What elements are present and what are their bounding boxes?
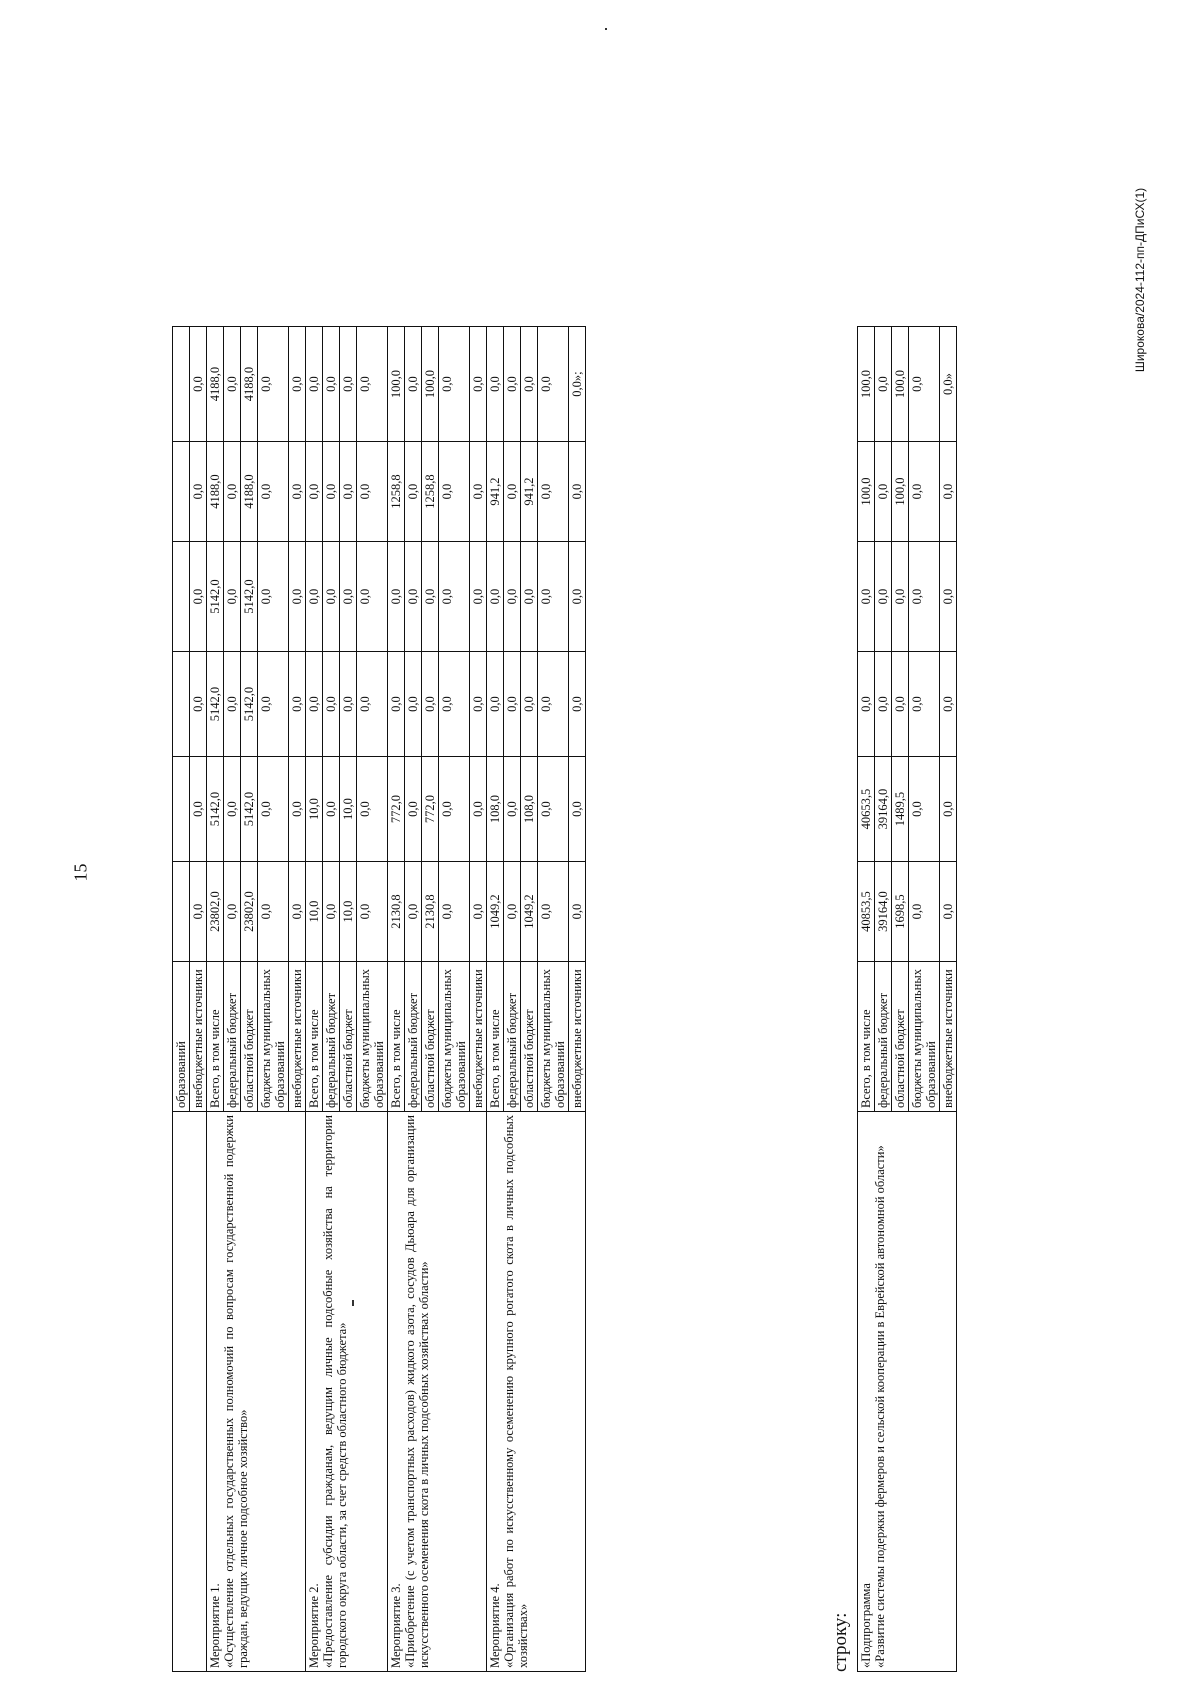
value-cell: 0,0 bbox=[470, 442, 487, 542]
value-cell: 941,2 bbox=[487, 442, 504, 542]
stroku-label: строку: bbox=[830, 1612, 851, 1672]
table-row bbox=[388, 327, 405, 1672]
value-cell: 0,0 bbox=[504, 757, 521, 862]
value-cell: 0,0 bbox=[470, 652, 487, 757]
value-cell: 0,0 bbox=[538, 652, 569, 757]
value-cell: 0,0 bbox=[909, 542, 940, 652]
value-cell: 4188,0 bbox=[241, 442, 258, 542]
measure-name-cell: Мероприятие 2. «Предоставление субсидии гражданам, ведущим личные подсобные хозяйства на территории городского округа области, за счет средств областного бюджета» bbox=[306, 1112, 388, 1672]
value-cell: 2130,8 bbox=[422, 862, 439, 962]
value-cell: 5142,0 bbox=[241, 542, 258, 652]
value-cell: 5142,0 bbox=[241, 652, 258, 757]
value-cell: 0,0 bbox=[357, 327, 388, 442]
value-cell: 0,0 bbox=[504, 652, 521, 757]
value-cell: 0,0 bbox=[357, 652, 388, 757]
value-cell: 772,0 bbox=[388, 757, 405, 862]
value-cell: 0,0 bbox=[538, 542, 569, 652]
value-cell: 4188,0 bbox=[241, 327, 258, 442]
value-cell: 0,0 bbox=[340, 442, 357, 542]
value-cell: 0,0 bbox=[470, 862, 487, 962]
value-cell: 0,0 bbox=[875, 652, 892, 757]
table-row bbox=[858, 327, 875, 1672]
value-cell: 0,0 bbox=[190, 327, 207, 442]
table-row bbox=[173, 327, 190, 1672]
value-cell: 0,0 bbox=[569, 652, 586, 757]
value-cell: 0,0 bbox=[439, 862, 470, 962]
value-cell: 10,0 bbox=[306, 862, 323, 962]
funding-source-cell: Всего, в том числе bbox=[207, 962, 224, 1112]
value-cell: 40853,5 bbox=[858, 862, 875, 962]
value-cell: 108,0 bbox=[487, 757, 504, 862]
value-cell: 0,0 bbox=[357, 542, 388, 652]
value-cell: 0,0 bbox=[405, 442, 422, 542]
value-cell: 0,0 bbox=[306, 442, 323, 542]
value-cell: 100,0 bbox=[892, 327, 909, 442]
rotated-content bbox=[172, 112, 1052, 1672]
value-cell: 0,0 bbox=[470, 327, 487, 442]
value-cell: 0,0 bbox=[289, 652, 306, 757]
value-cell: 0,0 bbox=[521, 327, 538, 442]
funding-source-cell: федеральный бюджет bbox=[504, 962, 521, 1112]
funding-source-cell: бюджеты муниципальных образований bbox=[439, 962, 470, 1112]
value-cell: 100,0 bbox=[422, 327, 439, 442]
value-cell: 0,0 bbox=[306, 327, 323, 442]
value-cell: 0,0 bbox=[224, 442, 241, 542]
value-cell: 23802,0 bbox=[241, 862, 258, 962]
value-cell: 0,0 bbox=[940, 442, 957, 542]
value-cell: 0,0 bbox=[289, 862, 306, 962]
value-cell: 0,0 bbox=[357, 442, 388, 542]
funding-source-cell: внебюджетные источники bbox=[940, 962, 957, 1112]
value-cell: 0,0 bbox=[258, 652, 289, 757]
value-cell: 0,0 bbox=[357, 862, 388, 962]
value-cell: 0,0 bbox=[875, 542, 892, 652]
value-cell: 0,0 bbox=[422, 652, 439, 757]
value-cell: 100,0 bbox=[388, 327, 405, 442]
funding-source-cell: Всего, в том числе bbox=[306, 962, 323, 1112]
value-cell: 0,0 bbox=[224, 757, 241, 862]
funding-source-cell: бюджеты муниципальных образований bbox=[909, 962, 940, 1112]
value-cell: 0,0 bbox=[340, 542, 357, 652]
value-cell: 39164,0 bbox=[875, 757, 892, 862]
value-cell: 0,0 bbox=[504, 327, 521, 442]
value-cell: 0,0 bbox=[521, 542, 538, 652]
table-row bbox=[207, 327, 224, 1672]
funding-source-cell: федеральный бюджет bbox=[224, 962, 241, 1112]
value-cell: 0,0 bbox=[224, 327, 241, 442]
value-cell bbox=[173, 327, 190, 442]
value-cell: 5142,0 bbox=[207, 757, 224, 862]
budget-table-2 bbox=[857, 326, 957, 1672]
funding-source-cell: внебюджетные источники bbox=[190, 962, 207, 1112]
funding-source-cell: бюджеты муниципальных образований bbox=[258, 962, 289, 1112]
value-cell: 100,0 bbox=[892, 442, 909, 542]
value-cell: 1258,8 bbox=[388, 442, 405, 542]
value-cell: 0,0 bbox=[224, 652, 241, 757]
value-cell: 0,0 bbox=[190, 542, 207, 652]
value-cell: 0,0 bbox=[190, 862, 207, 962]
value-cell: 0,0 bbox=[439, 757, 470, 862]
measure-name-cell: Мероприятие 4. «Организация работ по искусственному осеменению крупного рогатого скота в личных подсобных хозяйствах» bbox=[487, 1112, 586, 1672]
value-cell: 941,2 bbox=[521, 442, 538, 542]
value-cell: 772,0 bbox=[422, 757, 439, 862]
value-cell: 10,0 bbox=[306, 757, 323, 862]
value-cell: 0,0 bbox=[909, 757, 940, 862]
value-cell: 1489,5 bbox=[892, 757, 909, 862]
value-cell: 100,0 bbox=[858, 442, 875, 542]
value-cell: 0,0 bbox=[289, 327, 306, 442]
value-cell: 0,0 bbox=[258, 757, 289, 862]
value-cell: 0,0 bbox=[858, 542, 875, 652]
value-cell: 0,0 bbox=[323, 542, 340, 652]
value-cell: 0,0 bbox=[504, 442, 521, 542]
value-cell: 0,0 bbox=[357, 757, 388, 862]
measure-name-cell bbox=[173, 1112, 207, 1672]
value-cell: 0,0 bbox=[940, 542, 957, 652]
value-cell: 0,0 bbox=[405, 542, 422, 652]
measure-name-cell: Мероприятие 1. «Осуществление отдельных государственных полномочий по вопросам государственной подержки граждан, ведущих личное подсобное хозяйство» bbox=[207, 1112, 306, 1672]
value-cell: 0,0 bbox=[439, 442, 470, 542]
value-cell: 0,0 bbox=[289, 442, 306, 542]
value-cell bbox=[173, 652, 190, 757]
funding-source-cell: Всего, в том числе bbox=[487, 962, 504, 1112]
value-cell: 0,0»; bbox=[569, 327, 586, 442]
value-cell: 0,0 bbox=[875, 442, 892, 542]
value-cell: 0,0 bbox=[504, 862, 521, 962]
value-cell bbox=[173, 862, 190, 962]
value-cell: 0,0 bbox=[521, 652, 538, 757]
value-cell: 0,0 bbox=[569, 757, 586, 862]
value-cell: 0,0 bbox=[439, 542, 470, 652]
value-cell: 0,0 bbox=[224, 542, 241, 652]
funding-source-cell: образований bbox=[173, 962, 190, 1112]
value-cell: 2130,8 bbox=[388, 862, 405, 962]
funding-source-cell: областной бюджет bbox=[892, 962, 909, 1112]
value-cell: 5142,0 bbox=[207, 652, 224, 757]
budget-table-1 bbox=[172, 326, 586, 1672]
value-cell: 0,0 bbox=[323, 652, 340, 757]
value-cell: 0,0 bbox=[470, 542, 487, 652]
value-cell: 0,0 bbox=[224, 862, 241, 962]
footer-code: Широкова/2024-112-пп-ДПиСХ(1) bbox=[1133, 187, 1147, 373]
value-cell: 0,0 bbox=[340, 327, 357, 442]
value-cell: 23802,0 bbox=[207, 862, 224, 962]
footer-code-box bbox=[1130, 187, 1150, 373]
value-cell: 0,0 bbox=[258, 542, 289, 652]
funding-source-cell: внебюджетные источники bbox=[470, 962, 487, 1112]
value-cell: 0,0 bbox=[538, 442, 569, 542]
funding-source-cell: внебюджетные источники bbox=[289, 962, 306, 1112]
value-cell: 0,0 bbox=[892, 652, 909, 757]
value-cell: 0,0 bbox=[405, 862, 422, 962]
value-cell bbox=[173, 542, 190, 652]
value-cell: 0,0 bbox=[388, 652, 405, 757]
value-cell: 5142,0 bbox=[207, 542, 224, 652]
value-cell: 0,0 bbox=[569, 542, 586, 652]
value-cell: 0,0 bbox=[439, 327, 470, 442]
value-cell: 0,0 bbox=[405, 757, 422, 862]
value-cell: 10,0 bbox=[340, 757, 357, 862]
measure-name-cell: Мероприятие 3. «Приобретение (с учетом транспортных расходов) жидкого азота, сосудов Дьюара для организации искусственного осеменения скота в личных подсобных хозяйствах области» bbox=[388, 1112, 487, 1672]
value-cell: 0,0 bbox=[470, 757, 487, 862]
funding-source-cell: Всего, в том числе bbox=[388, 962, 405, 1112]
value-cell: 0,0 bbox=[306, 652, 323, 757]
funding-source-cell: федеральный бюджет bbox=[405, 962, 422, 1112]
value-cell: 0,0 bbox=[909, 652, 940, 757]
value-cell: 0,0 bbox=[439, 652, 470, 757]
scan-dot bbox=[605, 28, 607, 30]
value-cell: 0,0 bbox=[487, 652, 504, 757]
value-cell: 0,0 bbox=[340, 652, 357, 757]
measure-name-cell: «Подпрограмма «Развитие системы подержки фермеров и сельской кооперации в Еврейской автономной области» bbox=[858, 1112, 957, 1672]
value-cell: 0,0 bbox=[875, 327, 892, 442]
value-cell: 0,0 bbox=[258, 862, 289, 962]
page-number: 15 bbox=[70, 863, 91, 882]
value-cell: 0,0 bbox=[289, 542, 306, 652]
value-cell: 0,0 bbox=[190, 652, 207, 757]
funding-source-cell: бюджеты муниципальных образований bbox=[357, 962, 388, 1112]
value-cell: 0,0 bbox=[323, 757, 340, 862]
value-cell: 1698,5 bbox=[892, 862, 909, 962]
funding-source-cell: областной бюджет bbox=[521, 962, 538, 1112]
value-cell bbox=[173, 442, 190, 542]
funding-source-cell: Всего, в том числе bbox=[858, 962, 875, 1112]
value-cell: 0,0 bbox=[538, 327, 569, 442]
funding-source-cell: бюджеты муниципальных образований bbox=[538, 962, 569, 1112]
funding-source-cell: федеральный бюджет bbox=[323, 962, 340, 1112]
value-cell: 0,0 bbox=[569, 862, 586, 962]
value-cell: 0,0 bbox=[405, 327, 422, 442]
value-cell: 0,0 bbox=[940, 652, 957, 757]
value-cell: 4188,0 bbox=[207, 442, 224, 542]
funding-source-cell: федеральный бюджет bbox=[875, 962, 892, 1112]
table-row bbox=[487, 327, 504, 1672]
value-cell: 0,0 bbox=[940, 862, 957, 962]
value-cell: 0,0 bbox=[388, 542, 405, 652]
value-cell: 0,0 bbox=[538, 757, 569, 862]
value-cell: 0,0 bbox=[258, 442, 289, 542]
value-cell: 108,0 bbox=[521, 757, 538, 862]
value-cell: 0,0 bbox=[405, 652, 422, 757]
table-row bbox=[306, 327, 323, 1672]
value-cell: 0,0 bbox=[892, 542, 909, 652]
value-cell: 0,0 bbox=[858, 652, 875, 757]
value-cell: 0,0» bbox=[940, 327, 957, 442]
value-cell: 0,0 bbox=[940, 757, 957, 862]
value-cell: 0,0 bbox=[289, 757, 306, 862]
value-cell: 0,0 bbox=[504, 542, 521, 652]
value-cell: 0,0 bbox=[190, 757, 207, 862]
value-cell: 1258,8 bbox=[422, 442, 439, 542]
value-cell: 0,0 bbox=[909, 862, 940, 962]
value-cell: 0,0 bbox=[487, 327, 504, 442]
value-cell: 4188,0 bbox=[207, 327, 224, 442]
value-cell: 0,0 bbox=[323, 442, 340, 542]
funding-source-cell: областной бюджет bbox=[241, 962, 258, 1112]
value-cell: 100,0 bbox=[858, 327, 875, 442]
value-cell bbox=[173, 757, 190, 862]
funding-source-cell: областной бюджет bbox=[422, 962, 439, 1112]
value-cell: 5142,0 bbox=[241, 757, 258, 862]
value-cell: 40653,5 bbox=[858, 757, 875, 862]
value-cell: 0,0 bbox=[909, 327, 940, 442]
value-cell: 0,0 bbox=[306, 542, 323, 652]
value-cell: 0,0 bbox=[323, 862, 340, 962]
funding-source-cell: внебюджетные источники bbox=[569, 962, 586, 1112]
value-cell: 1049,2 bbox=[521, 862, 538, 962]
value-cell: 0,0 bbox=[487, 542, 504, 652]
value-cell: 1049,2 bbox=[487, 862, 504, 962]
value-cell: 0,0 bbox=[323, 327, 340, 442]
value-cell: 0,0 bbox=[538, 862, 569, 962]
value-cell: 0,0 bbox=[190, 442, 207, 542]
value-cell: 0,0 bbox=[569, 442, 586, 542]
value-cell: 10,0 bbox=[340, 862, 357, 962]
value-cell: 39164,0 bbox=[875, 862, 892, 962]
value-cell: 0,0 bbox=[909, 442, 940, 542]
funding-source-cell: областной бюджет bbox=[340, 962, 357, 1112]
value-cell: 0,0 bbox=[258, 327, 289, 442]
value-cell: 0,0 bbox=[422, 542, 439, 652]
